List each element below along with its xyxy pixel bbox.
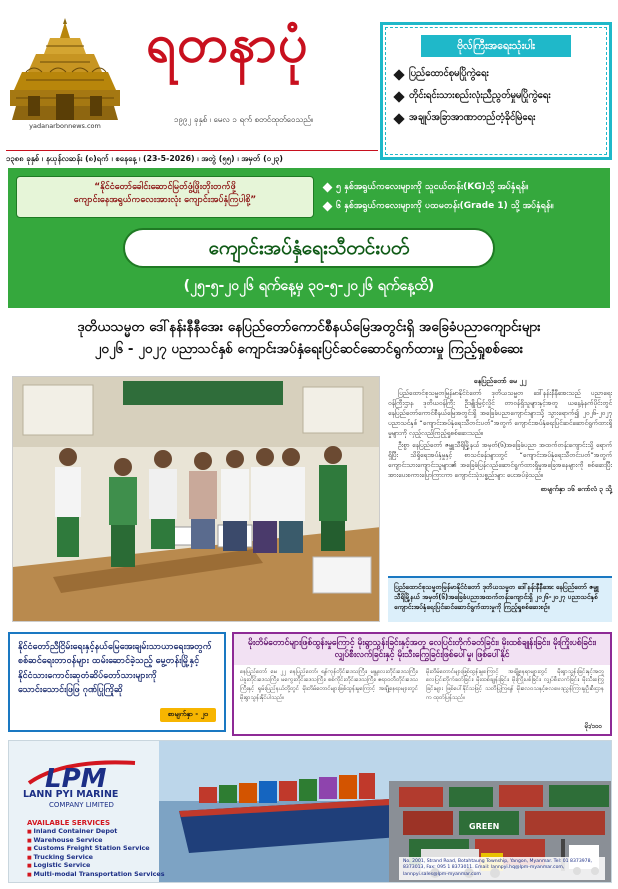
enrollment-rule-text: ၅ နှစ်အရွယ်ကလေးများကို သူငယ်တန်း(KG)သို့ အပ်နှံရန်။	[336, 182, 529, 192]
ad-service-item: ■ Warehouse Service	[27, 836, 165, 845]
national-cause-text: တိုင်းရင်းသားစည်းလုံးညီညွတ်မှုမပြိုကွဲရေး	[409, 90, 551, 101]
story-left[interactable]	[8, 632, 226, 732]
ad-services-title: AVAILABLE SERVICES	[27, 819, 110, 827]
photo-caption: ပြည်ထောင်စုသမ္မတမြန်မာနိုင်ငံတော် ဒုတိယသမ္မတ ဒေါ်နန်းနီနီအေး နေပြည်တော် ဇမ္ဗူသီရိမြို့နယ် အမှတ်(၆)အခြေခံပညာအထက်တန်းကျောင်းရှိ ၂၀၂၆-၂၀၂၇ ပညာသင်နှစ် ကျောင်းအပ်နှံရေးပြင်ဆင်ဆောင်ရွက်ထားမှုကို ကြည့်ရှုစစ်ဆေးစဉ်။	[388, 576, 612, 622]
enrollment-rule-text: ၆ နှစ်အရွယ်ကလေးများကို ပထမတန်း(Grade 1) သို့ အပ်နှံရန်။	[336, 201, 554, 211]
article-paragraph: ဦးစွာ နေပြည်တော် ဇမ္ဗူသီရိမြို့နယ် အမှတ်(၆)အခြေခံပညာ အထက်တန်းကျောင်းသို့ ရောက်ရှိပြီး သိရှိရေးအပ်နှံမှုနှင့် စာသင်ခန်းများတွင် “ကျောင်းအပ်နှံရေးသီတင်းပတ်”အတွက် ကျောင်းသားကျောင်းသူများ၏ အခြေခံပြန်လည်ဆောင်ရွက်ထားရှိမှုအခြေအနေများကို စစ်ဆေးပြီး အားပေးစကားပြောကြားကာ ကျောင်းသုံးပစ္စည်းများ ပေးအပ်ခဲ့သည်။	[388, 441, 612, 480]
ad-service-item: ■ Trucking Service	[27, 853, 165, 862]
diamond-bullet-icon	[393, 113, 404, 124]
main-headline-line[interactable]: ၂၀၂၆ - ၂၀၂၇ ပညာသင်နှစ် ကျောင်းအပ်နှံရေးပြင်ဆင်ဆောင်ရွက်ထားမှု ကြည့်ရှုစစ်ဆေး	[94, 341, 524, 357]
advertisement[interactable]	[8, 740, 612, 883]
enrollment-week-title: ကျောင်းအပ်နှံရေးသီတင်းပတ်	[123, 228, 495, 268]
national-cause-item	[387, 63, 605, 85]
ad-company-name: LANN PYI MARINE	[23, 789, 119, 800]
weather-story-column: နေပြည်တော် မေ ၂၂ နေပြည်တော်၊ ရန်ကုန်တိုင်းဒေသကြီး၊ မန္တလေးတိုင်းဒေသကြီး၊ ပဲခူးတိုင်းဒေသကြီး၊ မကွေးတိုင်းဒေသကြီး၊ စစ်ကိုင်းတိုင်းဒေသကြီး၊ ဧရာဝတီတိုင်းဒေသကြီးနှင့် ရှမ်းပြည်နယ်တို့တွင် မိုးတိမ်တောင်များဖြစ်ထွန်းမှုကြောင့် အချို့နေရာများတွင် မိုးရွာသွန်းနိုင်ပါသည်။	[240, 668, 418, 701]
container-label: GREEN	[469, 822, 500, 831]
enrollment-slogan	[16, 176, 314, 218]
ad-service-item: ■ Multi-modal Transportation Services	[27, 870, 165, 879]
ad-service-item: ■ Customs Freight Station Service	[27, 844, 165, 853]
ad-service-item: ■ Inland Container Depot	[27, 827, 165, 836]
ad-company-subtitle: COMPANY LIMITED	[49, 801, 114, 809]
enrollment-slogan-line: “နိုင်ငံတော်ခေါင်းဆောင်မြတ်ဖွံ့ဖြိုးတိုးတက်ဖို့	[94, 182, 236, 192]
national-cause-text: ပြည်ထောင်စုမပြိုကွဲရေး	[409, 68, 489, 79]
pagoda-emblem-icon	[6, 16, 124, 124]
newspaper-title: ရတနာပုံ	[146, 14, 309, 74]
main-headline-line[interactable]: ဒုတိယသမ္မတ ဒေါ်နန်းနီနီအေး နေပြည်တော်ကောင်စီနယ်မြေအတွင်းရှိ အခြေခံပညာကျောင်းများ	[77, 319, 541, 335]
enrollment-rule	[324, 178, 598, 197]
classroom-photo-icon	[13, 377, 380, 622]
weather-story-body	[234, 665, 610, 706]
weather-story-byline: မိုး/၁၀၀	[584, 723, 602, 730]
article-paragraph: ပြည်ထောင်စုသမ္မတမြန်မာနိုင်ငံတော် ဒုတိယသမ္မတ ဒေါ်နန်းနီနီအေးသည် ပညာရေးဝန်ကြီးဌာန ဒုတိယဝန်ကြီး ဦးမျိုးမြင့်လှိုင် တာဝန်ရှိသူများနှင့်အတူ ယနေ့နံနက်ပိုင်းတွင် နေပြည်တော်ကောင်စီနယ်မြေအတွင်းရှိ အခြေခံပညာကျောင်းများသို့ သွားရောက်၍ ၂၀၂၆-၂၀၂၇ ပညာသင်နှစ် “ကျောင်းအပ်နှံရေးသီတင်းပတ်”အတွက် ကျောင်းအပ်နှံရေးပြင်ဆင်ဆောင်ရွက်ထားရှိမှုများကို လှည့်လည်ကြည့်ရှုစစ်ဆေးသည်။	[388, 388, 612, 437]
masthead	[6, 10, 378, 163]
enrollment-week-dates: (၂၅-၅-၂၀၂၆ ရက်နေ့မှ ၃၀-၅-၂၀၂၆ ရက်နေ့ထိ)	[183, 278, 435, 294]
enrollment-rule	[324, 197, 598, 216]
story-left-headline[interactable]: နိုင်ငံတော်ညီငြိမ်းရေးနှင့်နယ်မြေအေးချမ်းသာယာရေးအတွက် စစ်ဆင်ရေးတာဝန်များ ထမ်းဆောင်ခဲ့သည့် မွေ့တန်းမြို့နှင့် နိုင်ငံသားကောင်းဆုတံဆိပ်တော်သားများကို သောင်းသောင်းဖြဖြ ဂုဏ်ပြုကြိုဆို	[18, 642, 212, 696]
enrollment-banner	[8, 168, 610, 308]
ad-contact-address[interactable]: No. 2001, Strand Road, Botahtaung Township, Yangon, Myanmar. Tel: 01 8373978, 8373013, Fax: 095 1 8373011. Email: lannpyi.hq@lpm-myanmar.com, lannpyi.sales@lpm-myanmar.com	[399, 857, 605, 880]
ad-service-item: ■ Logistic Service	[27, 861, 165, 870]
diamond-bullet-icon	[393, 91, 404, 102]
diamond-bullet-icon	[323, 202, 333, 212]
lead-article	[388, 376, 612, 596]
lead-photo	[12, 376, 380, 622]
weather-story-headline[interactable]: မိုးတိမ်တောင်များဖြစ်ထွန်းမှုကြောင့် မိုးရွာသွန်းခြင်းနှင့်အတူ လေပြင်းတိုက်ခတ်ခြင်း၊ မိုးထစ်ချုန်းခြင်း၊ မိုးကြိုးပစ်ခြင်း၊ လျှပ်စီးလက်ခြင်းနှင့် မိုးသီးကြွေခြင်းဖြစ်ပေါ်မှု၊ ဖြစ်ပေါ်နိုင်	[234, 634, 610, 665]
national-cause-text: အချုပ်အခြာအာဏာတည်တံ့ခိုင်မြဲရေး	[409, 112, 536, 123]
enrollment-slogan-line: ကျောင်းနေအရွယ်ကလေးအားလုံး ကျောင်းအပ်နှံကြပါစို့”	[73, 195, 257, 206]
diamond-bullet-icon	[393, 69, 404, 80]
founding-line: ၁၉၉၂ ခုနှစ် ၊ မေလ ၁ ရက် စတင်ထုတ်ဝေသည်။	[174, 115, 314, 124]
site-url[interactable]: yadanarbonnews.com	[29, 122, 101, 130]
issue-date-line: ၁၃၈၈ ခုနှစ် ၊ နယုန်လဆန်း (၈)ရက် ၊ စနေနေ့ ၊ (23-5-2026) ၊ အတွဲ (၅၅) ၊ အမှတ် (၀၂၃)	[6, 150, 378, 165]
weather-story	[232, 632, 612, 736]
national-cause-item	[387, 85, 605, 107]
article-continued-link[interactable]: စာမျက်နှာ ၁၆ ကော်လံ ၃ သို့	[540, 485, 612, 494]
enrollment-rules	[320, 176, 602, 218]
national-cause-item	[387, 107, 605, 129]
national-causes-title: ဗိုလ်ကြီးအရေးသုံးပါး	[421, 35, 571, 57]
national-causes-box	[380, 22, 612, 160]
ad-services-list	[27, 827, 165, 879]
story-left-page-badge[interactable]: စာမျက်နှာ - ၂၀	[160, 708, 216, 722]
logo-text: LPM	[45, 764, 107, 794]
diamond-bullet-icon	[323, 183, 333, 193]
article-dateline: နေပြည်တော် မေ ၂၂	[473, 377, 527, 385]
weather-story-column: မိုးတိမ်တောင်များဖြစ်ထွန်းမှုကြောင့် အချို့နေရာများတွင် မိုးရွာသွန်းခြင်းနှင့်အတူ လေပြင်းတိုက်ခတ်ခြင်း၊ မိုးထစ်ချုန်းခြင်း၊ မိုးကြိုးပစ်ခြင်း၊ လျှပ်စီးလက်ခြင်း၊ မိုးသီးကြွေခြင်းများ ဖြစ်ပေါ်နိုင်သဖြင့် သတိပြုကြရန် မိုးလေဝသနှင့်ဇလဗေဒညွှန်ကြားမှုဦးစီးဌာနက ထုတ်ပြန်သည်။	[426, 668, 604, 701]
